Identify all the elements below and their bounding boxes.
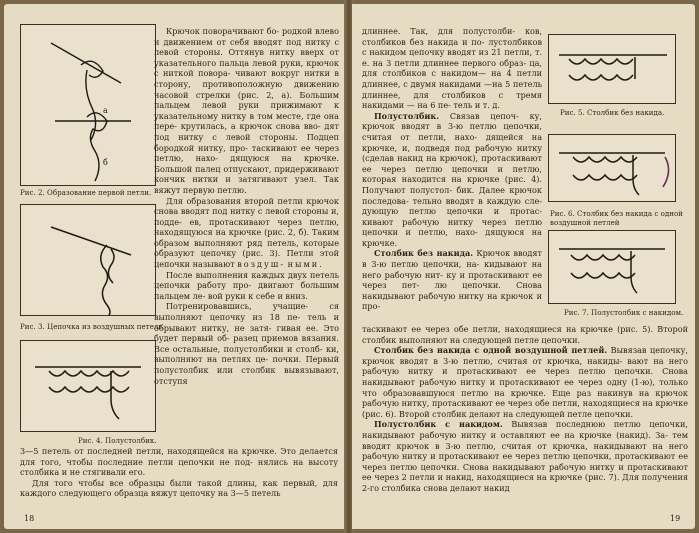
stitch-row xyxy=(571,255,635,260)
figure-6 xyxy=(548,134,676,202)
caption-fig-4: Рис. 4. Полустолбик. xyxy=(78,436,157,445)
para-3: После выполнения каждых двух петель цепочки работу про- двигают большим пальцем ле- вой руки к себе и вниз. xyxy=(154,269,340,301)
figure-4-drawing xyxy=(21,341,155,431)
stolbik-para: Столбик без накида. Крючок вводят в 3-ю петлю цепочки, на- кидывают на него рабочую нит- ку и протаскивают ее через пет- лю цепочки. Снова накидывают рабочую нитку на крючок и про- xyxy=(362,248,543,312)
caption-fig-3: Рис. 3. Цепочка из воздушных петель. xyxy=(20,322,165,331)
left-page-bottom-text: 3—5 петель от последней петли, находящейся на крючке. Это делается для того, чтобы последние петли цепочки не под- нялись на высоту столбика и не стягивали его. Для того чтобы все образцы были такой длины, как первый, для каждого следующего образца вяжут цепочку на 3—5 петель xyxy=(20,446,339,499)
figure-3 xyxy=(20,204,156,316)
caption-fig-2: Рис. 2. Образование первой петли. xyxy=(20,188,152,197)
label-b: б xyxy=(103,158,108,167)
caption-fig-5: Рис. 5. Столбик без накида. xyxy=(560,108,665,117)
figure-6-drawing xyxy=(549,135,675,201)
right-page-full-text: таскивают ее через обе петли, находящиеся на крючке (рис. 5). Второй столбик выполняют на следующей петле цепочки. Столбик без накида с одной воздушной петлей. Вывязав цепочку, крючок вводят в 3-ю петлю, считая от крючка, накиды- вают на него рабочую нитку и протаскивают ее через петлю цепочки. Снова накидывают рабочую нитку и протаскивают ее через одну (1-ю), только что образовавшуюся петлю на крючке. Еще раз накинув на крючок рабочую нитку, протаскивают ее через обе петли, находящиеся на крючке (рис. 6). Второй столбик делают на следующей петле цепочки. Полустолбик с накидом. Вывязав последнюю петлю цепочки, накидывают рабочую нитку и оставляют ее на крючке (накид). За- тем вводят крючок в 3-ю петлю, считая от крючка, накидывают на него рабочую нитку и протаскивают ее через петлю цепочки, протаскивают ее через петлю цепочки. Снова накидывают рабочую нитку и протаскивают ее через 2 петли и накид, находящиеся на крючке (рис. 7). Для получения 2-го столбика снова делают накид xyxy=(362,324,689,493)
stolbik-heading: Столбик без накида. xyxy=(374,248,474,259)
stitch-row xyxy=(573,157,637,162)
left-page xyxy=(4,4,346,529)
figure-7 xyxy=(548,230,676,304)
intro-para: длиннее. Так, для полустолби- ков, столбиков без накида и по- лустолбиков с накидом цепочку вводят из 21 петли, т. е. на 3 петли длиннее первого образ- ца, для столбиков с накидом— на 4 петли длиннее, с двумя накидами —на 5 петель длиннее, для столбиков с тремя накидами — на 6 пе- тель и т. д. xyxy=(362,26,543,111)
stitch-row xyxy=(49,371,129,376)
right-page xyxy=(352,4,695,529)
figure-5 xyxy=(548,34,676,104)
left-page-column xyxy=(154,26,339,386)
para-2: Для образования второй петли крючок снова вводят под нитку с левой стороны и, подде- ев, протаскивают через петлю, находящуюся на крючке (рис. 2, б). Таким образом выполняют ряд петель, которые образуют цепочку (рис. 3). Петли этой цепочки называют воздуш- ными. xyxy=(154,195,340,270)
chain-shape xyxy=(101,245,110,315)
hook-line xyxy=(51,227,131,255)
polustolbik-heading: Полустолбик. xyxy=(374,110,440,121)
loop-shape xyxy=(81,61,103,77)
figure-7-drawing xyxy=(549,231,675,303)
figure-4 xyxy=(20,340,156,432)
label-a: а xyxy=(103,106,108,115)
caption-fig-6: Рис. 6. Столбик без накида с одной воздушной петлей xyxy=(550,209,683,227)
page-number-right: 19 xyxy=(670,514,681,523)
caption-fig-7: Рис. 7. Полустолбик с накидом. xyxy=(564,308,684,317)
polu-nakid-heading: Полустолбик с накидом. xyxy=(374,419,503,430)
pen-mark xyxy=(663,157,669,187)
polustolbik-para: Полустолбик. Связав цепоч- ку, крючок вводят в 3-ю петлю цепочки, считая от петли, нахо- дящейся на крючке, и, подведя под рабочую нитку (сделав накид на крючок), протаскивают ее через петлю цепочки и петлю, которая находится на крючке (рис. 4). Получают полустол- бик. Далее крючок последова- тельно вводят в каждую сле- дующую петлю цепочки и протас- кивают рабочую нитку через петлю цепочки и петлю, нахо- дящуюся на крючке. xyxy=(362,110,543,248)
right-page-column xyxy=(362,26,542,312)
para-1: Крючок поворачивают бо- родкой влево и движением от себя вводят под нитку с левой стороны. Оттянув нитку вверх от указательного пальца левой руки, крючок с ниткой повора- чивают вокруг нитки в сторону, противоположную движению часовой стрелки (рис. 2, а). Большим пальцем левой руки прижимают к указательному нитку в том месте, где она пере- крутилась, а крючок снова вво- дят под нитку с левой стороны. Подцеп бородкой нитку, про- таскивают ее через петлю, нахо- дящуюся на крючке. Большой палец отпускают, придерживают кончик нитки и затягивают узел. Так вяжут первую петлю. xyxy=(154,26,340,195)
stolbik-vp-heading: Столбик без накида с одной воздушной петлей. xyxy=(374,345,608,356)
para-4: Потренировавшись, учащие- ся выполняют цепочку из 18 пе- тель и обрывают нитку, не затя- гивая ее. Это будет первый об- разец приемов вязания. Все остальные, полустолбики и столб- ки, выполняют на петлях це- почки. Первый полустолбик или столбик вывязывают, отступя xyxy=(154,301,340,386)
figure-3-drawing xyxy=(21,205,155,315)
stitch-row xyxy=(569,59,633,64)
figure-5-drawing xyxy=(549,35,675,103)
figure-2 xyxy=(20,24,156,186)
page-number-left: 18 xyxy=(24,514,35,523)
figure-2-drawing xyxy=(21,25,155,185)
